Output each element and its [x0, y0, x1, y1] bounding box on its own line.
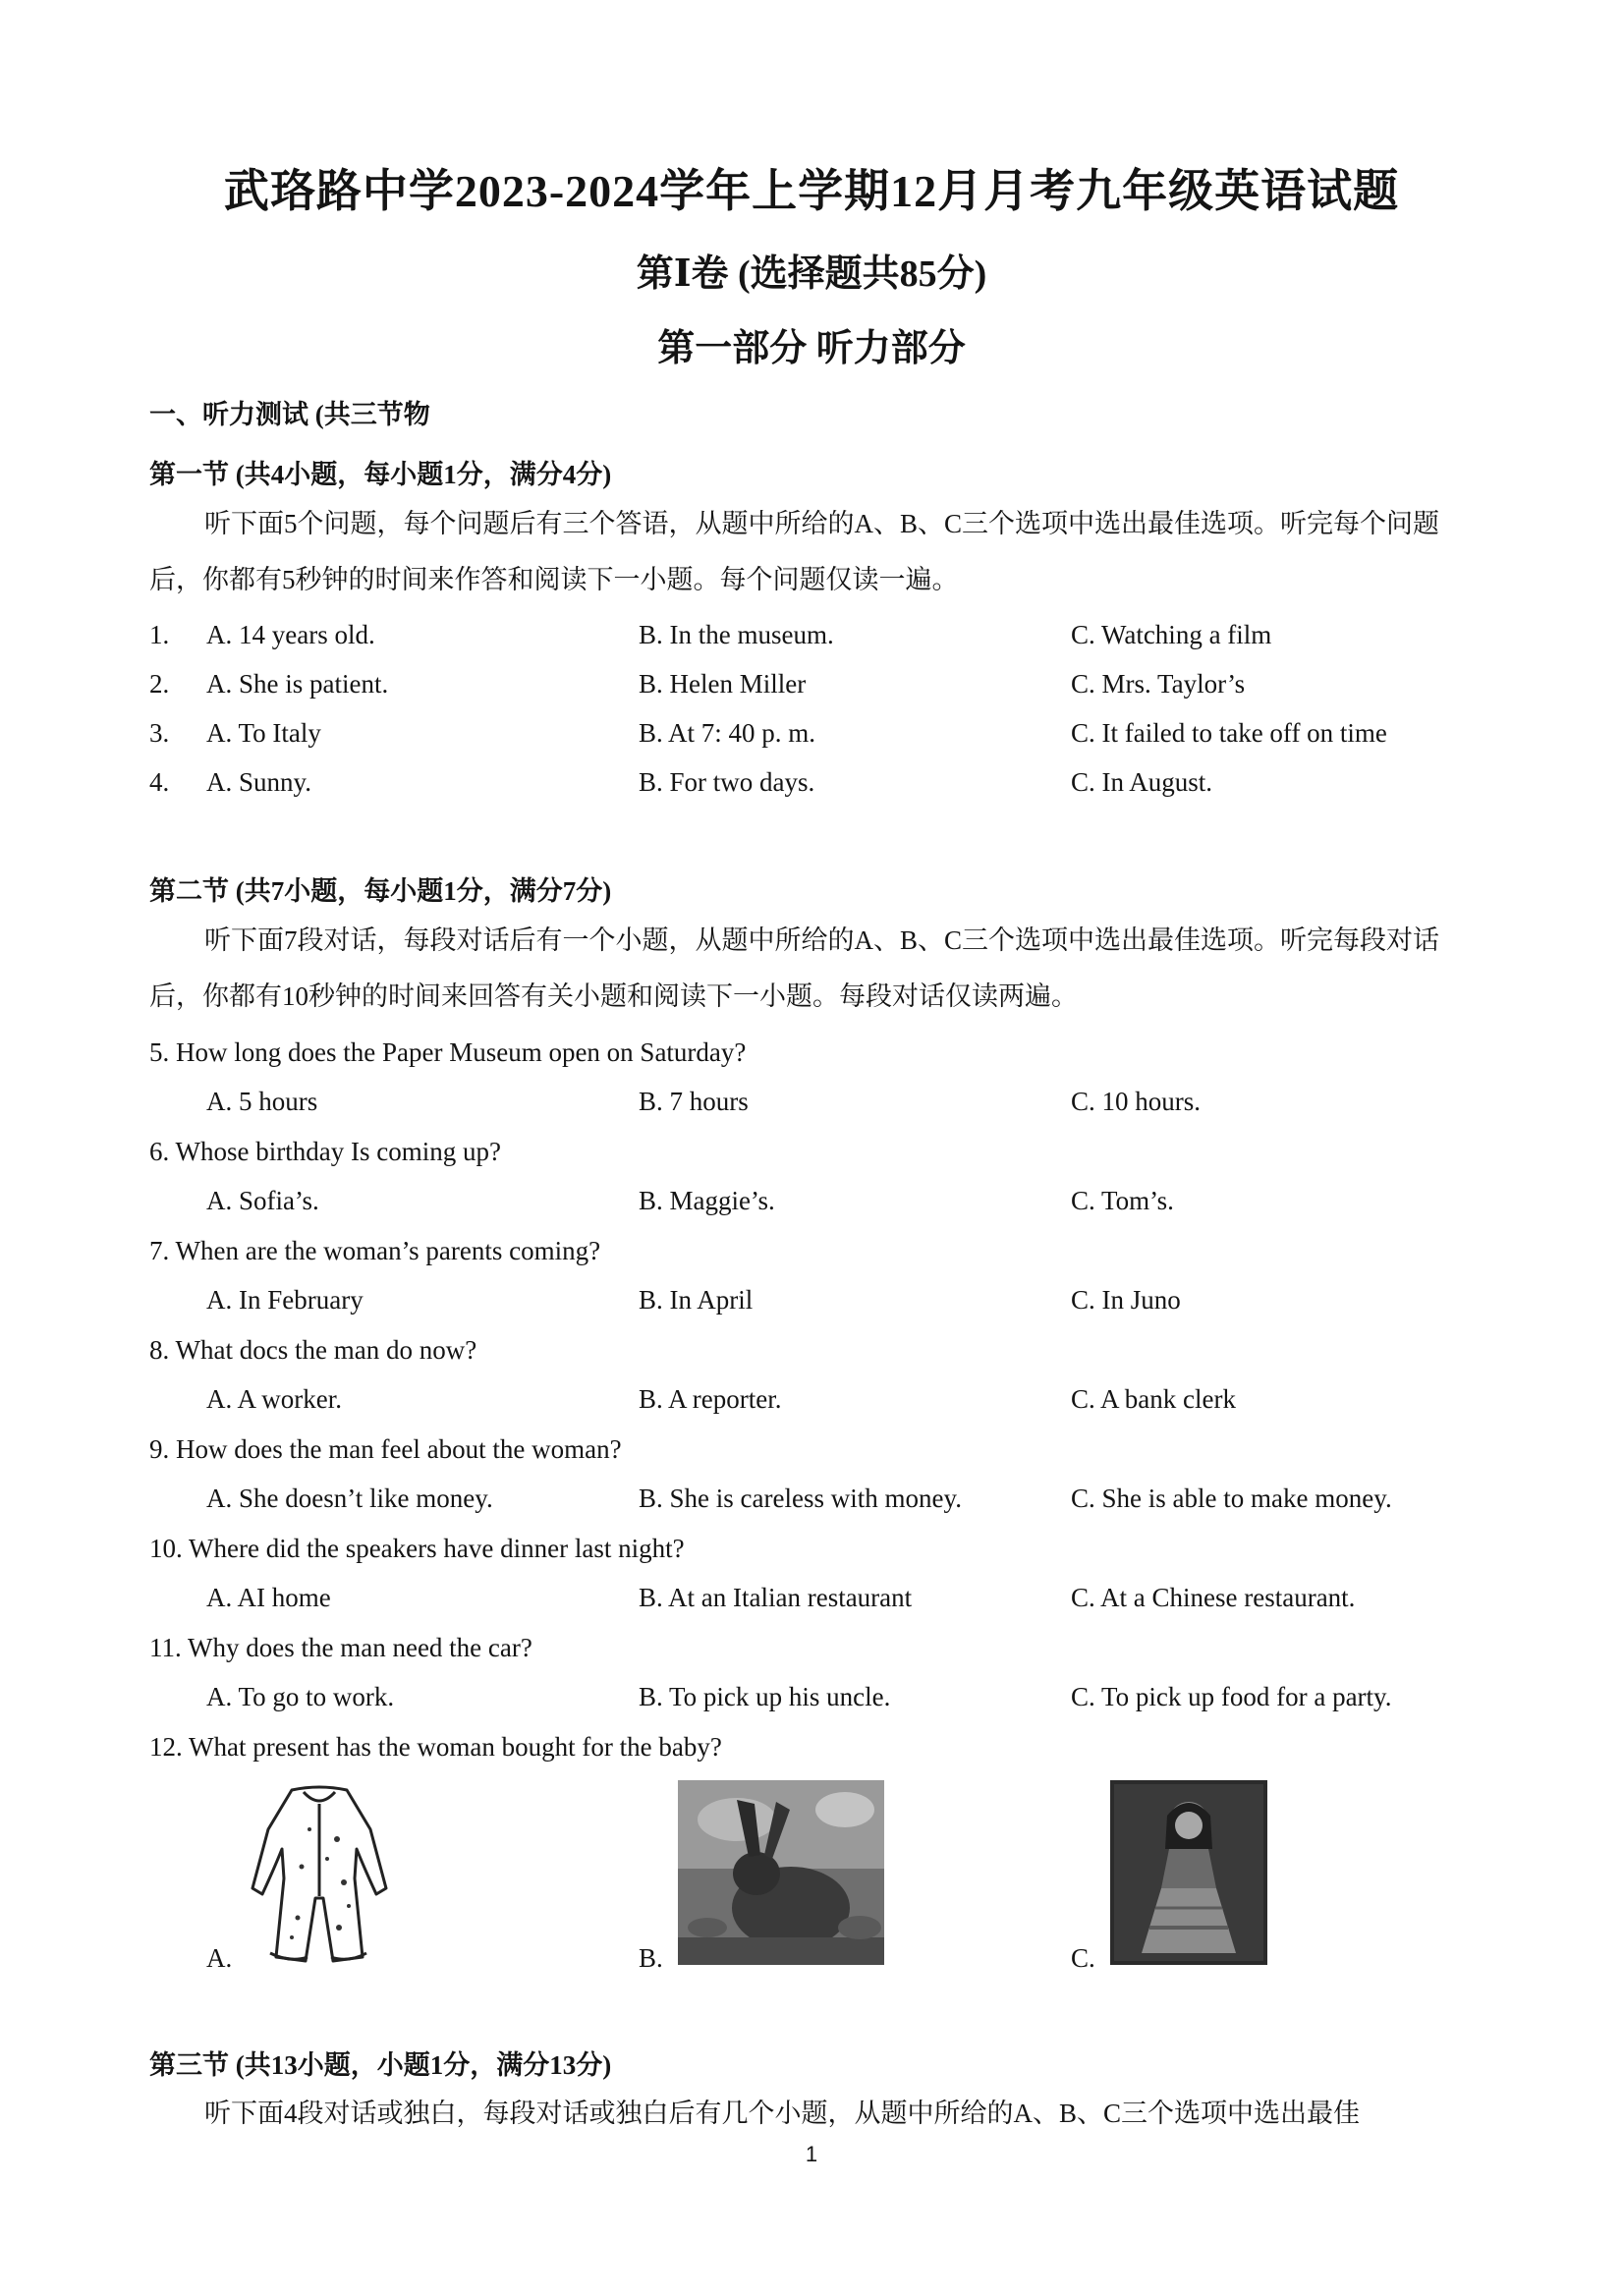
- question-text: 12. What present has the woman bought for the baby?: [149, 1732, 722, 1762]
- option-a: A. She doesn’t like money.: [206, 1484, 493, 1513]
- option-a: A. Sofia’s.: [206, 1186, 319, 1215]
- option-a: A. 5 hours: [206, 1087, 318, 1116]
- option-a: A. In February: [206, 1285, 364, 1315]
- option-c: C. 10 hours.: [1071, 1087, 1202, 1116]
- question-number: 3.: [149, 718, 170, 748]
- option-b: B.: [639, 1943, 663, 1973]
- doll-photo: [1110, 1780, 1267, 1965]
- exam-title: 武珞路中学2023-2024学年上学期12月月考九年级英语试题: [223, 166, 1400, 216]
- question-text: 8. What docs the man do now?: [149, 1335, 477, 1365]
- question-text: 9. How does the man feel about the woman?: [149, 1434, 622, 1464]
- option-a: A. To Italy: [206, 718, 321, 748]
- section1-heading: 第一节 (共4小题，每小题1分，满分4分): [149, 460, 612, 489]
- question-text: 6. Whose birthday Is coming up?: [149, 1137, 501, 1166]
- option-b: B. In April: [639, 1285, 754, 1315]
- option-c: C. Watching a film: [1071, 620, 1272, 649]
- option-a: A. To go to work.: [206, 1682, 395, 1711]
- option-c: C. It failed to take off on time: [1071, 718, 1387, 748]
- option-b: B. She is careless with money.: [639, 1484, 962, 1513]
- option-c: C. In Juno: [1071, 1285, 1181, 1315]
- section2-heading: 第二节 (共7小题，每小题1分，满分7分): [149, 876, 612, 906]
- listening-heading: 一、听力测试 (共三节物: [149, 400, 430, 429]
- option-c: C.: [1071, 1943, 1095, 1973]
- option-a: A. Sunny.: [206, 767, 312, 797]
- option-b: B. In the museum.: [639, 620, 834, 649]
- option-b: B. At an Italian restaurant: [639, 1583, 913, 1612]
- section1-instructions: 听下面5个问题，每个问题后有三个答语，从题中所给的A、B、C三个选项中选出最佳选项。听完每个问题后，你都有5秒钟的时间来作答和阅读下一小题。每个问题仅读一遍。: [149, 509, 1440, 594]
- section3-heading: 第三节 (共13小题，小题1分，满分13分): [149, 2050, 612, 2080]
- option-c: C. Tom’s.: [1071, 1186, 1174, 1215]
- question-text: 7. When are the woman’s parents coming?: [149, 1236, 601, 1265]
- part-heading: 第一部分 听力部分: [657, 328, 966, 369]
- option-b: B. To pick up his uncle.: [639, 1682, 891, 1711]
- page-number: 1: [805, 2142, 818, 2166]
- option-b: B. 7 hours: [639, 1087, 749, 1116]
- option-a: A. AI home: [206, 1583, 331, 1612]
- option-b: B. For two days.: [639, 767, 815, 797]
- option-b: B. Maggie’s.: [639, 1186, 775, 1215]
- option-c: C. To pick up food for a party.: [1071, 1682, 1392, 1711]
- option-a: A.: [206, 1943, 233, 1973]
- question-number: 4.: [149, 767, 170, 797]
- option-b: B. At 7: 40 p. m.: [639, 718, 816, 748]
- question-text: 11. Why does the man need the car?: [149, 1633, 532, 1662]
- option-b: B. Helen Miller: [639, 669, 807, 699]
- option-c: C. She is able to make money.: [1071, 1484, 1392, 1513]
- option-c: C. A bank clerk: [1071, 1384, 1236, 1414]
- option-a: A. A worker.: [206, 1384, 342, 1414]
- option-b: B. A reporter.: [639, 1384, 782, 1414]
- option-c: C. Mrs. Taylor’s: [1071, 669, 1246, 699]
- question-number: 2.: [149, 669, 170, 699]
- question-text: 5. How long does the Paper Museum open on Saturday?: [149, 1037, 747, 1067]
- section2-instructions: 听下面7段对话，每段对话后有一个小题，从题中所给的A、B、C三个选项中选出最佳选项。听完每段对话后，你都有10秒钟的时间来回答有关小题和阅读下一小题。每段对话仅读两遍。: [149, 925, 1440, 1011]
- section3-instructions: 听下面4段对话或独白，每段对话或独白后有几个小题，从题中所给的A、B、C三个选项中选出最佳: [204, 2099, 1361, 2128]
- option-c: C. At a Chinese restaurant.: [1071, 1583, 1356, 1612]
- option-c: C. In August.: [1071, 767, 1213, 797]
- option-a: A. 14 years old.: [206, 620, 375, 649]
- volume-subtitle: 第Ⅰ卷 (选择题共85分): [636, 253, 987, 295]
- question-number: 1.: [149, 620, 170, 649]
- question-text: 10. Where did the speakers have dinner last night?: [149, 1534, 685, 1563]
- baby-romper-image: [241, 1780, 398, 1965]
- rabbit-photo: [678, 1780, 884, 1965]
- option-a: A. She is patient.: [206, 669, 389, 699]
